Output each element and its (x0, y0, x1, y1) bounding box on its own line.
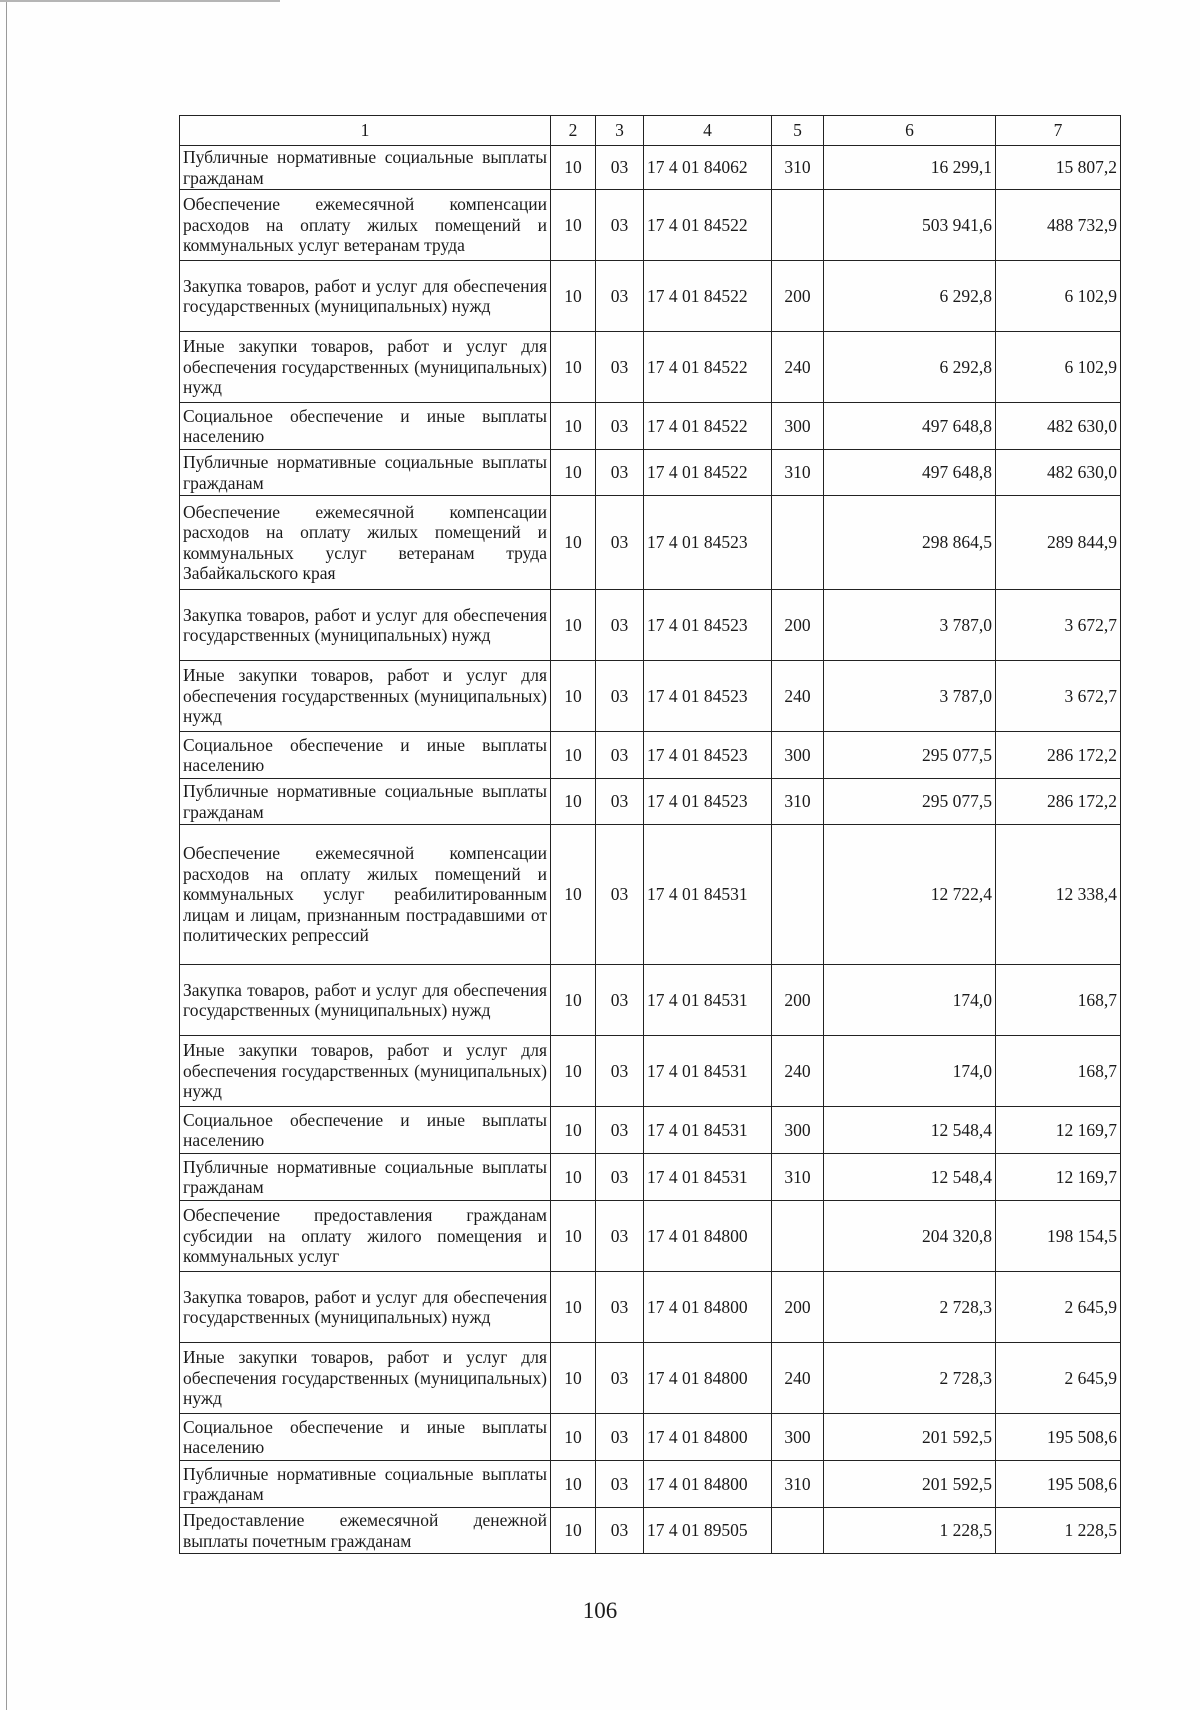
cell-subsection: 03 (596, 590, 644, 661)
cell-expense-type: 200 (772, 965, 824, 1036)
cell-target-article: 17 4 01 84522 (644, 403, 772, 450)
cell-subsection: 03 (596, 1272, 644, 1343)
cell-expense-type: 300 (772, 1107, 824, 1154)
cell-expense-type: 310 (772, 146, 824, 190)
cell-target-article: 17 4 01 84522 (644, 261, 772, 332)
cell-expense-type: 310 (772, 1154, 824, 1201)
cell-target-article: 17 4 01 84062 (644, 146, 772, 190)
cell-section: 10 (551, 1343, 596, 1414)
cell-amount-year-2: 6 102,9 (996, 332, 1121, 403)
cell-expense-type: 240 (772, 332, 824, 403)
cell-subsection: 03 (596, 496, 644, 590)
cell-amount-year-2: 12 169,7 (996, 1154, 1121, 1201)
cell-amount-year-2: 1 228,5 (996, 1508, 1121, 1554)
cell-section: 10 (551, 1201, 596, 1272)
cell-expense-type: 300 (772, 1414, 824, 1461)
table-row (180, 1201, 1121, 1272)
cell-section: 10 (551, 661, 596, 732)
cell-name: Закупка товаров, работ и услуг для обеспечения государственных (муниципальных) нужд (180, 261, 551, 332)
table-row (180, 1154, 1121, 1201)
cell-name: Публичные нормативные социальные выплаты гражданам (180, 779, 551, 825)
cell-amount-year-1: 2 728,3 (824, 1343, 996, 1414)
cell-name: Обеспечение ежемесячной компенсации расходов на оплату жилых помещений и коммунальных услуг реабилитированным лицам и лицам, признанным пострадавшими от политических репрессий (180, 825, 551, 965)
cell-subsection: 03 (596, 1461, 644, 1508)
table-body (180, 146, 1121, 1554)
table-row (180, 261, 1121, 332)
cell-amount-year-2: 15 807,2 (996, 146, 1121, 190)
cell-amount-year-1: 1 228,5 (824, 1508, 996, 1554)
header-col-6: 6 (824, 116, 996, 146)
cell-name: Социальное обеспечение и иные выплаты населению (180, 1107, 551, 1154)
cell-subsection: 03 (596, 779, 644, 825)
cell-amount-year-2: 482 630,0 (996, 450, 1121, 496)
cell-expense-type (772, 190, 824, 261)
cell-name: Иные закупки товаров, работ и услуг для обеспечения государственных (муниципальных) нужд (180, 332, 551, 403)
table-row (180, 1036, 1121, 1107)
cell-amount-year-1: 6 292,8 (824, 332, 996, 403)
cell-amount-year-1: 3 787,0 (824, 661, 996, 732)
cell-expense-type: 310 (772, 450, 824, 496)
cell-target-article: 17 4 01 84523 (644, 590, 772, 661)
cell-target-article: 17 4 01 84800 (644, 1414, 772, 1461)
cell-amount-year-1: 204 320,8 (824, 1201, 996, 1272)
table-row (180, 965, 1121, 1036)
cell-target-article: 17 4 01 84531 (644, 1107, 772, 1154)
cell-subsection: 03 (596, 1201, 644, 1272)
table-row (180, 1107, 1121, 1154)
cell-section: 10 (551, 1414, 596, 1461)
cell-expense-type: 200 (772, 590, 824, 661)
cell-amount-year-1: 201 592,5 (824, 1461, 996, 1508)
cell-amount-year-2: 168,7 (996, 965, 1121, 1036)
cell-name: Публичные нормативные социальные выплаты гражданам (180, 1154, 551, 1201)
cell-section: 10 (551, 1036, 596, 1107)
cell-target-article: 17 4 01 89505 (644, 1508, 772, 1554)
cell-subsection: 03 (596, 146, 644, 190)
cell-name: Публичные нормативные социальные выплаты гражданам (180, 450, 551, 496)
header-col-1: 1 (180, 116, 551, 146)
cell-subsection: 03 (596, 190, 644, 261)
cell-subsection: 03 (596, 825, 644, 965)
cell-amount-year-2: 195 508,6 (996, 1461, 1121, 1508)
cell-target-article: 17 4 01 84800 (644, 1201, 772, 1272)
cell-target-article: 17 4 01 84522 (644, 190, 772, 261)
cell-amount-year-2: 286 172,2 (996, 732, 1121, 779)
table-row (180, 1508, 1121, 1554)
cell-amount-year-1: 497 648,8 (824, 450, 996, 496)
cell-amount-year-2: 168,7 (996, 1036, 1121, 1107)
cell-name: Публичные нормативные социальные выплаты гражданам (180, 1461, 551, 1508)
cell-amount-year-1: 16 299,1 (824, 146, 996, 190)
cell-section: 10 (551, 190, 596, 261)
cell-amount-year-2: 286 172,2 (996, 779, 1121, 825)
cell-name: Социальное обеспечение и иные выплаты населению (180, 732, 551, 779)
cell-subsection: 03 (596, 261, 644, 332)
table-row (180, 332, 1121, 403)
cell-subsection: 03 (596, 732, 644, 779)
cell-amount-year-1: 298 864,5 (824, 496, 996, 590)
table-row (180, 825, 1121, 965)
cell-amount-year-1: 295 077,5 (824, 732, 996, 779)
cell-amount-year-1: 12 548,4 (824, 1154, 996, 1201)
cell-amount-year-2: 12 169,7 (996, 1107, 1121, 1154)
table-header (180, 116, 1121, 146)
cell-subsection: 03 (596, 1343, 644, 1414)
cell-name: Предоставление ежемесячной денежной выплаты почетным гражданам (180, 1508, 551, 1554)
header-col-7: 7 (996, 116, 1121, 146)
cell-subsection: 03 (596, 661, 644, 732)
cell-amount-year-2: 289 844,9 (996, 496, 1121, 590)
cell-section: 10 (551, 1154, 596, 1201)
cell-name: Социальное обеспечение и иные выплаты населению (180, 403, 551, 450)
cell-amount-year-2: 3 672,7 (996, 590, 1121, 661)
cell-amount-year-2: 198 154,5 (996, 1201, 1121, 1272)
cell-amount-year-1: 174,0 (824, 965, 996, 1036)
cell-amount-year-1: 497 648,8 (824, 403, 996, 450)
cell-amount-year-2: 12 338,4 (996, 825, 1121, 965)
cell-subsection: 03 (596, 450, 644, 496)
table-row (180, 779, 1121, 825)
header-col-2: 2 (551, 116, 596, 146)
cell-subsection: 03 (596, 1154, 644, 1201)
cell-expense-type: 300 (772, 403, 824, 450)
cell-expense-type (772, 496, 824, 590)
cell-section: 10 (551, 261, 596, 332)
cell-target-article: 17 4 01 84531 (644, 965, 772, 1036)
cell-subsection: 03 (596, 332, 644, 403)
cell-name: Иные закупки товаров, работ и услуг для обеспечения государственных (муниципальных) нужд (180, 1343, 551, 1414)
cell-amount-year-1: 503 941,6 (824, 190, 996, 261)
cell-target-article: 17 4 01 84800 (644, 1343, 772, 1414)
cell-subsection: 03 (596, 965, 644, 1036)
budget-table (179, 115, 1121, 1554)
cell-expense-type: 240 (772, 661, 824, 732)
cell-amount-year-2: 195 508,6 (996, 1414, 1121, 1461)
cell-section: 10 (551, 1508, 596, 1554)
cell-target-article: 17 4 01 84531 (644, 1154, 772, 1201)
cell-target-article: 17 4 01 84522 (644, 332, 772, 403)
table-row (180, 732, 1121, 779)
header-col-3: 3 (596, 116, 644, 146)
cell-amount-year-1: 295 077,5 (824, 779, 996, 825)
table-row (180, 1414, 1121, 1461)
cell-expense-type: 200 (772, 261, 824, 332)
cell-section: 10 (551, 450, 596, 496)
table-row (180, 403, 1121, 450)
cell-section: 10 (551, 1107, 596, 1154)
cell-amount-year-1: 12 722,4 (824, 825, 996, 965)
cell-target-article: 17 4 01 84523 (644, 496, 772, 590)
cell-expense-type (772, 825, 824, 965)
cell-expense-type: 310 (772, 1461, 824, 1508)
cell-amount-year-1: 174,0 (824, 1036, 996, 1107)
cell-name: Закупка товаров, работ и услуг для обеспечения государственных (муниципальных) нужд (180, 1272, 551, 1343)
cell-name: Социальное обеспечение и иные выплаты населению (180, 1414, 551, 1461)
cell-target-article: 17 4 01 84531 (644, 825, 772, 965)
cell-expense-type: 300 (772, 732, 824, 779)
scan-edge-line (6, 0, 7, 1710)
cell-section: 10 (551, 779, 596, 825)
cell-target-article: 17 4 01 84523 (644, 779, 772, 825)
table-row (180, 450, 1121, 496)
cell-section: 10 (551, 1272, 596, 1343)
table-row (180, 496, 1121, 590)
cell-target-article: 17 4 01 84800 (644, 1272, 772, 1343)
cell-expense-type: 240 (772, 1343, 824, 1414)
cell-name: Обеспечение предоставления гражданам субсидии на оплату жилого помещения и коммунальных услуг (180, 1201, 551, 1272)
cell-subsection: 03 (596, 1414, 644, 1461)
cell-amount-year-1: 201 592,5 (824, 1414, 996, 1461)
cell-section: 10 (551, 590, 596, 661)
cell-name: Публичные нормативные социальные выплаты гражданам (180, 146, 551, 190)
cell-amount-year-2: 2 645,9 (996, 1272, 1121, 1343)
cell-section: 10 (551, 146, 596, 190)
cell-target-article: 17 4 01 84523 (644, 661, 772, 732)
cell-target-article: 17 4 01 84800 (644, 1461, 772, 1508)
scan-top-line (0, 0, 280, 2)
cell-target-article: 17 4 01 84531 (644, 1036, 772, 1107)
cell-expense-type: 200 (772, 1272, 824, 1343)
cell-amount-year-2: 2 645,9 (996, 1343, 1121, 1414)
cell-expense-type: 310 (772, 779, 824, 825)
cell-amount-year-2: 6 102,9 (996, 261, 1121, 332)
cell-expense-type: 240 (772, 1036, 824, 1107)
cell-expense-type (772, 1508, 824, 1554)
cell-section: 10 (551, 825, 596, 965)
cell-name: Обеспечение ежемесячной компенсации расходов на оплату жилых помещений и коммунальных услуг ветеранам труда Забайкальского края (180, 496, 551, 590)
cell-section: 10 (551, 1461, 596, 1508)
table-row (180, 590, 1121, 661)
table-row (180, 661, 1121, 732)
cell-section: 10 (551, 496, 596, 590)
cell-section: 10 (551, 965, 596, 1036)
cell-target-article: 17 4 01 84522 (644, 450, 772, 496)
cell-name: Иные закупки товаров, работ и услуг для обеспечения государственных (муниципальных) нужд (180, 1036, 551, 1107)
header-col-5: 5 (772, 116, 824, 146)
cell-name: Иные закупки товаров, работ и услуг для обеспечения государственных (муниципальных) нужд (180, 661, 551, 732)
cell-section: 10 (551, 732, 596, 779)
table-row (180, 1343, 1121, 1414)
cell-amount-year-1: 3 787,0 (824, 590, 996, 661)
cell-amount-year-1: 12 548,4 (824, 1107, 996, 1154)
cell-amount-year-1: 2 728,3 (824, 1272, 996, 1343)
cell-subsection: 03 (596, 1036, 644, 1107)
table-row (180, 1272, 1121, 1343)
cell-target-article: 17 4 01 84523 (644, 732, 772, 779)
cell-section: 10 (551, 403, 596, 450)
cell-amount-year-2: 482 630,0 (996, 403, 1121, 450)
table-row (180, 190, 1121, 261)
page-number: 106 (582, 1598, 618, 1623)
table-row (180, 1461, 1121, 1508)
cell-amount-year-2: 488 732,9 (996, 190, 1121, 261)
cell-amount-year-1: 6 292,8 (824, 261, 996, 332)
cell-section: 10 (551, 332, 596, 403)
table-row (180, 146, 1121, 190)
cell-subsection: 03 (596, 1107, 644, 1154)
header-col-4: 4 (644, 116, 772, 146)
cell-name: Закупка товаров, работ и услуг для обеспечения государственных (муниципальных) нужд (180, 590, 551, 661)
cell-amount-year-2: 3 672,7 (996, 661, 1121, 732)
cell-name: Обеспечение ежемесячной компенсации расходов на оплату жилых помещений и коммунальных услуг ветеранам труда (180, 190, 551, 261)
cell-subsection: 03 (596, 403, 644, 450)
cell-name: Закупка товаров, работ и услуг для обеспечения государственных (муниципальных) нужд (180, 965, 551, 1036)
cell-expense-type (772, 1201, 824, 1272)
cell-subsection: 03 (596, 1508, 644, 1554)
header-row (180, 116, 1121, 146)
